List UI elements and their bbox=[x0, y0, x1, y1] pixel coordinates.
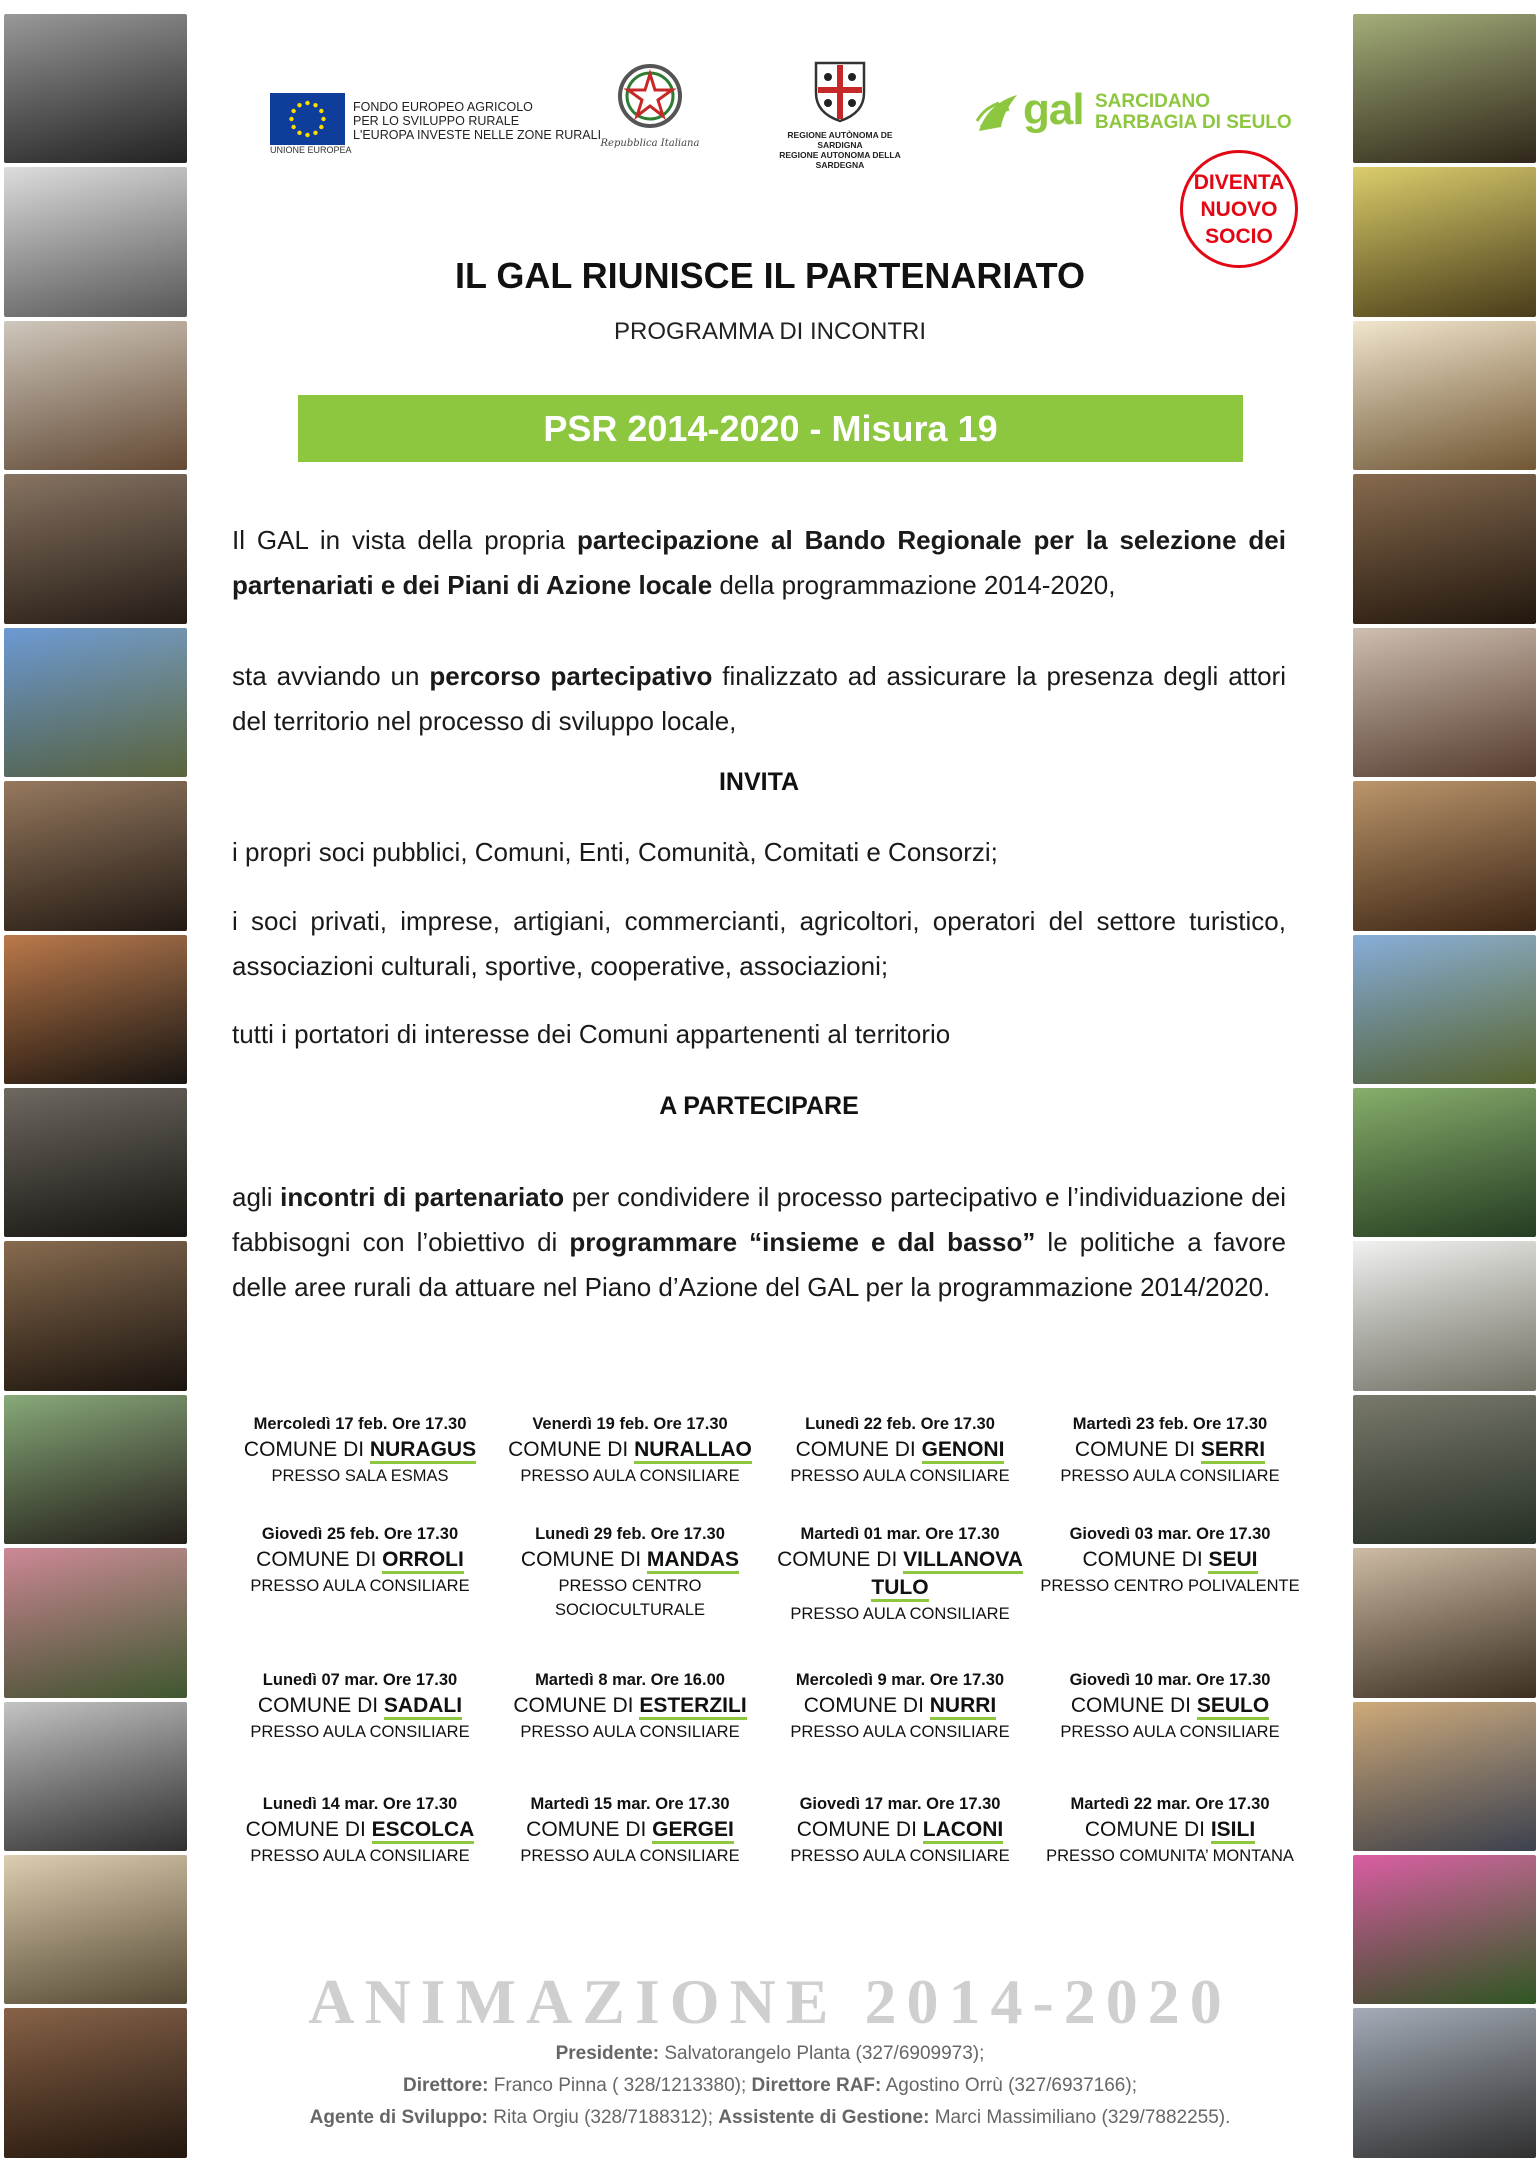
text-run-bold: programmare “insieme e dal basso” bbox=[569, 1227, 1036, 1257]
contact-line-presidente bbox=[200, 2038, 1340, 2070]
photo-waterfall bbox=[1353, 1088, 1536, 1237]
comune-prefix: COMUNE DI bbox=[796, 1818, 923, 1841]
photo-olive-oil-pour bbox=[1353, 167, 1536, 316]
gal-word: gal bbox=[1023, 85, 1084, 134]
photo-horse-sculptor bbox=[4, 781, 187, 930]
text-run: per condividere il processo partecipativo e l’individuazione dei fabbisogni con l’obiettivo di bbox=[232, 1182, 1286, 1257]
photo-horse-race bbox=[4, 1548, 187, 1697]
eu-caption: UNIONE EUROPEA bbox=[270, 145, 352, 155]
percorso-paragraph bbox=[232, 654, 1286, 744]
photo-weaving-shuttle bbox=[4, 474, 187, 623]
photo-strip-left bbox=[4, 14, 187, 2158]
event-comune bbox=[765, 1436, 1035, 1464]
event-card bbox=[765, 1668, 1035, 1744]
photo-culurgiones bbox=[1353, 474, 1536, 623]
comune-prefix: COMUNE DI bbox=[243, 1438, 370, 1461]
comune-name: NURAGUS bbox=[370, 1438, 476, 1464]
events-row-3 bbox=[225, 1668, 1305, 1744]
event-comune bbox=[495, 1692, 765, 1720]
invita-heading: INVITA bbox=[718, 768, 800, 796]
comune-name: SERRI bbox=[1201, 1438, 1265, 1464]
events-row-1 bbox=[225, 1412, 1305, 1488]
event-card bbox=[225, 1792, 495, 1868]
contact-label: Agente di Sviluppo: bbox=[309, 2107, 488, 2128]
event-venue: PRESSO CENTRO SOCIOCULTURALE bbox=[554, 1577, 706, 1619]
eu-star bbox=[319, 125, 323, 129]
event-card bbox=[225, 1668, 495, 1744]
comune-name: ORROLI bbox=[382, 1548, 464, 1574]
event-venue: PRESSO AULA CONSILIARE bbox=[250, 1577, 470, 1595]
comune-name: ESCOLCA bbox=[372, 1818, 475, 1844]
event-card bbox=[495, 1522, 765, 1626]
comune-prefix: COMUNE DI bbox=[508, 1438, 635, 1461]
photo-workshop bbox=[4, 1855, 187, 2004]
event-venue: PRESSO AULA CONSILIARE bbox=[250, 1723, 470, 1741]
event-card bbox=[765, 1792, 1035, 1868]
photo-countryside-ruins bbox=[4, 628, 187, 777]
photo-copper-pot bbox=[4, 935, 187, 1084]
event-comune bbox=[495, 1546, 765, 1574]
text-run: agli bbox=[232, 1182, 281, 1212]
eu-star bbox=[297, 103, 301, 107]
event-comune bbox=[765, 1692, 1035, 1720]
event-card bbox=[495, 1412, 765, 1488]
photo-cheese-molds bbox=[4, 1702, 187, 1851]
text-run-bold: percorso partecipativo bbox=[429, 661, 713, 691]
event-date: Lunedì 29 feb. Ore 17.30 bbox=[535, 1525, 725, 1543]
event-venue: PRESSO AULA CONSILIARE bbox=[250, 1847, 470, 1865]
comune-prefix: COMUNE DI bbox=[256, 1548, 383, 1571]
event-comune bbox=[1035, 1692, 1305, 1720]
contact-line-staff bbox=[200, 2102, 1340, 2134]
photo-peony-flower bbox=[1353, 1855, 1536, 2004]
eu-text-line: FONDO EUROPEO AGRICOLO bbox=[353, 100, 533, 114]
events-row-2 bbox=[225, 1522, 1305, 1626]
comune-prefix: COMUNE DI bbox=[777, 1548, 904, 1571]
gal-logo bbox=[975, 85, 1305, 145]
contact-line-direttori bbox=[200, 2070, 1340, 2102]
event-venue: PRESSO AULA CONSILIARE bbox=[790, 1723, 1010, 1741]
photo-mural-village bbox=[1353, 2008, 1536, 2157]
event-date: Martedì 8 mar. Ore 16.00 bbox=[535, 1671, 725, 1689]
event-card bbox=[765, 1412, 1035, 1488]
eu-star bbox=[305, 133, 309, 137]
contact-value: Franco Pinna ( 328/1213380); bbox=[488, 2075, 752, 2096]
contact-label: Direttore: bbox=[403, 2075, 489, 2096]
photo-bread-baking bbox=[1353, 781, 1536, 930]
badge-line: DIVENTA bbox=[1193, 170, 1285, 194]
event-comune bbox=[495, 1436, 765, 1464]
event-card bbox=[1035, 1412, 1305, 1488]
event-comune bbox=[225, 1436, 495, 1464]
events-row-4 bbox=[225, 1792, 1305, 1868]
event-comune bbox=[1035, 1816, 1305, 1844]
comune-prefix: COMUNE DI bbox=[245, 1818, 372, 1841]
event-card bbox=[1035, 1668, 1305, 1744]
animazione-title: ANIMAZIONE 2014-2020 bbox=[308, 1966, 1232, 2037]
repubblica-italiana-logo bbox=[600, 61, 700, 149]
invite-line-private: i soci privati, imprese, artigiani, commercianti, agricoltori, operatori del settore turistico, associazioni culturali, sportive, cooperative, associazioni; bbox=[232, 906, 1286, 981]
text-run: finalizzato ad assicurare la presenza degli attori del territorio nel processo di sviluppo locale, bbox=[232, 661, 1286, 736]
event-venue: PRESSO AULA CONSILIARE bbox=[520, 1467, 740, 1485]
comune-name: NURRI bbox=[930, 1694, 997, 1720]
photo-cheesemaker bbox=[4, 167, 187, 316]
repubblica-caption: Repubblica Italiana bbox=[600, 138, 700, 149]
italian-emblem-icon bbox=[615, 61, 685, 131]
event-venue: PRESSO AULA CONSILIARE bbox=[1060, 1467, 1280, 1485]
event-date: Mercoledì 17 feb. Ore 17.30 bbox=[253, 1415, 467, 1433]
comune-prefix: COMUNE DI bbox=[520, 1548, 647, 1571]
text-run: sta avviando un bbox=[232, 661, 430, 691]
comune-prefix: COMUNE DI bbox=[513, 1694, 640, 1717]
event-card bbox=[495, 1668, 765, 1744]
badge-line: NUOVO bbox=[1200, 197, 1278, 221]
eu-stars-icon bbox=[270, 93, 345, 145]
photo-nuraghe-landscape bbox=[1353, 935, 1536, 1084]
event-date: Lunedì 22 feb. Ore 17.30 bbox=[805, 1415, 995, 1433]
event-date: Mercoledì 9 mar. Ore 17.30 bbox=[795, 1671, 1005, 1689]
event-date: Lunedì 07 mar. Ore 17.30 bbox=[262, 1671, 458, 1689]
contact-value: Marci Massimiliano (329/7882255). bbox=[929, 2107, 1231, 2128]
photo-cured-meats bbox=[4, 321, 187, 470]
event-venue: PRESSO AULA CONSILIARE bbox=[790, 1467, 1010, 1485]
sardinia-crest-icon bbox=[812, 57, 868, 123]
gal-leaf-icon bbox=[975, 91, 1021, 135]
event-date: Giovedì 03 mar. Ore 17.30 bbox=[1069, 1525, 1271, 1543]
contacts-block bbox=[200, 2038, 1340, 2134]
comune-name: GERGEI bbox=[652, 1818, 734, 1844]
comune-prefix: COMUNE DI bbox=[1082, 1548, 1209, 1571]
event-comune bbox=[225, 1816, 495, 1844]
event-comune bbox=[1035, 1436, 1305, 1464]
comune-name: SEULO bbox=[1197, 1694, 1269, 1720]
event-comune bbox=[765, 1546, 1035, 1602]
comune-name: ESTERZILI bbox=[639, 1694, 746, 1720]
event-date: Venerdì 19 feb. Ore 17.30 bbox=[532, 1415, 728, 1433]
contact-label: Assistente di Gestione: bbox=[718, 2107, 930, 2128]
event-date: Giovedì 10 mar. Ore 17.30 bbox=[1069, 1671, 1271, 1689]
eu-star bbox=[291, 125, 295, 129]
event-card bbox=[225, 1522, 495, 1626]
comune-name: VILLANOVA TULO bbox=[871, 1548, 1022, 1602]
text-run: Il GAL in vista della propria bbox=[232, 525, 578, 555]
gal-sub-line: BARBAGIA DI SEULO bbox=[1095, 112, 1292, 133]
sardegna-caption bbox=[765, 130, 915, 170]
photo-pasta-making bbox=[1353, 321, 1536, 470]
badge-line: SOCIO bbox=[1205, 224, 1273, 248]
event-date: Martedì 22 mar. Ore 17.30 bbox=[1070, 1795, 1270, 1813]
contact-value: Salvatorangelo Planta (327/6909973); bbox=[659, 2043, 985, 2064]
eu-fund-text bbox=[353, 100, 601, 142]
contact-value: Rita Orgiu (328/7188312); bbox=[488, 2107, 719, 2128]
event-venue: PRESSO SALA ESMAS bbox=[271, 1467, 449, 1485]
photo-steam-train bbox=[4, 14, 187, 163]
text-run: le politiche a favore delle aree rurali da attuare nel Piano d’Azione del GAL per la programmazione 2014/2020. bbox=[232, 1227, 1287, 1302]
photo-truffles bbox=[4, 1395, 187, 1544]
comune-prefix: COMUNE DI bbox=[526, 1818, 653, 1841]
psr-banner: PSR 2014-2020 - Misura 19 bbox=[298, 395, 1243, 462]
eu-star bbox=[289, 117, 293, 121]
text-run: della programmazione 2014-2020, bbox=[712, 570, 1116, 600]
comune-name: MANDAS bbox=[647, 1548, 739, 1574]
comune-prefix: COMUNE DI bbox=[257, 1694, 384, 1717]
comune-prefix: COMUNE DI bbox=[1070, 1694, 1197, 1717]
comune-name: LACONI bbox=[923, 1818, 1004, 1844]
event-date: Giovedì 25 feb. Ore 17.30 bbox=[261, 1525, 459, 1543]
sardegna-caption-line: REGIONE AUTÒNOMA DE SARDIGNA bbox=[787, 130, 893, 150]
event-date: Giovedì 17 mar. Ore 17.30 bbox=[799, 1795, 1001, 1813]
comune-prefix: COMUNE DI bbox=[803, 1694, 930, 1717]
event-card bbox=[1035, 1792, 1305, 1868]
event-date: Martedì 15 mar. Ore 17.30 bbox=[530, 1795, 730, 1813]
comune-prefix: COMUNE DI bbox=[1084, 1818, 1211, 1841]
page-subtitle: PROGRAMMA DI INCONTRI bbox=[613, 318, 926, 345]
comune-name: NURALLAO bbox=[634, 1438, 752, 1464]
eu-star bbox=[291, 109, 295, 113]
regione-sardegna-logo bbox=[765, 57, 915, 170]
event-comune bbox=[765, 1816, 1035, 1844]
comune-prefix: COMUNE DI bbox=[795, 1438, 922, 1461]
diventa-nuovo-socio-badge[interactable] bbox=[1180, 150, 1298, 268]
photo-stone-carving bbox=[1353, 628, 1536, 777]
intro-paragraph bbox=[232, 518, 1286, 608]
event-date: Martedì 01 mar. Ore 17.30 bbox=[800, 1525, 1000, 1543]
eu-star bbox=[321, 117, 325, 121]
eu-star bbox=[297, 131, 301, 135]
invite-line-public: i propri soci pubblici, Comuni, Enti, Comunità, Comitati e Consorzi; bbox=[232, 837, 998, 867]
text-run-bold: partecipazione al Bando Regionale per la selezione dei partenariati e dei Piani di Azione locale bbox=[232, 525, 1286, 600]
event-card bbox=[765, 1522, 1035, 1626]
eu-star bbox=[313, 131, 317, 135]
eu-text-line: PER LO SVILUPPO RURALE bbox=[353, 114, 520, 128]
invite-line-stakeholders: tutti i portatori di interesse dei Comuni appartenenti al territorio bbox=[232, 1019, 951, 1049]
event-date: Martedì 23 feb. Ore 17.30 bbox=[1072, 1415, 1268, 1433]
photo-grotto-waterfall bbox=[1353, 1395, 1536, 1544]
contact-label: Direttore RAF: bbox=[751, 2075, 882, 2096]
event-comune bbox=[225, 1692, 495, 1720]
eu-flag-logo bbox=[270, 93, 345, 145]
event-venue: PRESSO AULA CONSILIARE bbox=[520, 1847, 740, 1865]
photo-lake-view bbox=[1353, 1702, 1536, 1851]
event-card bbox=[225, 1412, 495, 1488]
contact-value: Agostino Orrù (327/6937166); bbox=[881, 2075, 1137, 2096]
comune-name: SADALI bbox=[384, 1694, 462, 1720]
gal-sub-line: SARCIDANO bbox=[1095, 91, 1211, 112]
photo-distillery bbox=[4, 1241, 187, 1390]
photo-goat-barn bbox=[4, 1088, 187, 1237]
photo-leather-craft bbox=[4, 2008, 187, 2157]
comune-prefix: COMUNE DI bbox=[1074, 1438, 1201, 1461]
event-comune bbox=[225, 1546, 495, 1574]
event-venue: PRESSO CENTRO POLIVALENTE bbox=[1040, 1577, 1300, 1595]
event-venue: PRESSO COMUNITA’ MONTANA bbox=[1046, 1847, 1294, 1865]
photo-ravioli-dish bbox=[1353, 1241, 1536, 1390]
event-venue: PRESSO AULA CONSILIARE bbox=[1060, 1723, 1280, 1741]
gal-subtitle bbox=[1095, 91, 1292, 133]
comune-name: ISILI bbox=[1211, 1818, 1255, 1844]
incontri-paragraph bbox=[232, 1175, 1286, 1310]
eu-star bbox=[313, 103, 317, 107]
event-venue: PRESSO AULA CONSILIARE bbox=[790, 1847, 1010, 1865]
event-card bbox=[495, 1792, 765, 1868]
event-card bbox=[1035, 1522, 1305, 1626]
event-comune bbox=[1035, 1546, 1305, 1574]
comune-name: GENONI bbox=[922, 1438, 1005, 1464]
eu-star bbox=[305, 101, 309, 105]
event-date: Lunedì 14 mar. Ore 17.30 bbox=[262, 1795, 458, 1813]
event-venue: PRESSO AULA CONSILIARE bbox=[520, 1723, 740, 1741]
partecipare-heading: A PARTECIPARE bbox=[659, 1092, 859, 1120]
photo-cave-stalactites bbox=[1353, 1548, 1536, 1697]
photo-strip-right bbox=[1353, 14, 1536, 2158]
partner-logos bbox=[255, 45, 1315, 170]
eu-text-line: L'EUROPA INVESTE NELLE ZONE RURALI bbox=[353, 128, 602, 142]
photo-olive-harvest bbox=[1353, 14, 1536, 163]
page-title: IL GAL RIUNISCE IL PARTENARIATO bbox=[454, 255, 1086, 296]
text-run-bold: incontri di partenariato bbox=[280, 1182, 565, 1212]
event-comune bbox=[495, 1816, 765, 1844]
sardegna-caption-line: REGIONE AUTONOMA DELLA SARDEGNA bbox=[779, 150, 901, 170]
eu-star bbox=[319, 109, 323, 113]
event-venue: PRESSO AULA CONSILIARE bbox=[790, 1605, 1010, 1623]
contact-label: Presidente: bbox=[555, 2043, 660, 2064]
comune-name: SEUI bbox=[1208, 1548, 1257, 1574]
